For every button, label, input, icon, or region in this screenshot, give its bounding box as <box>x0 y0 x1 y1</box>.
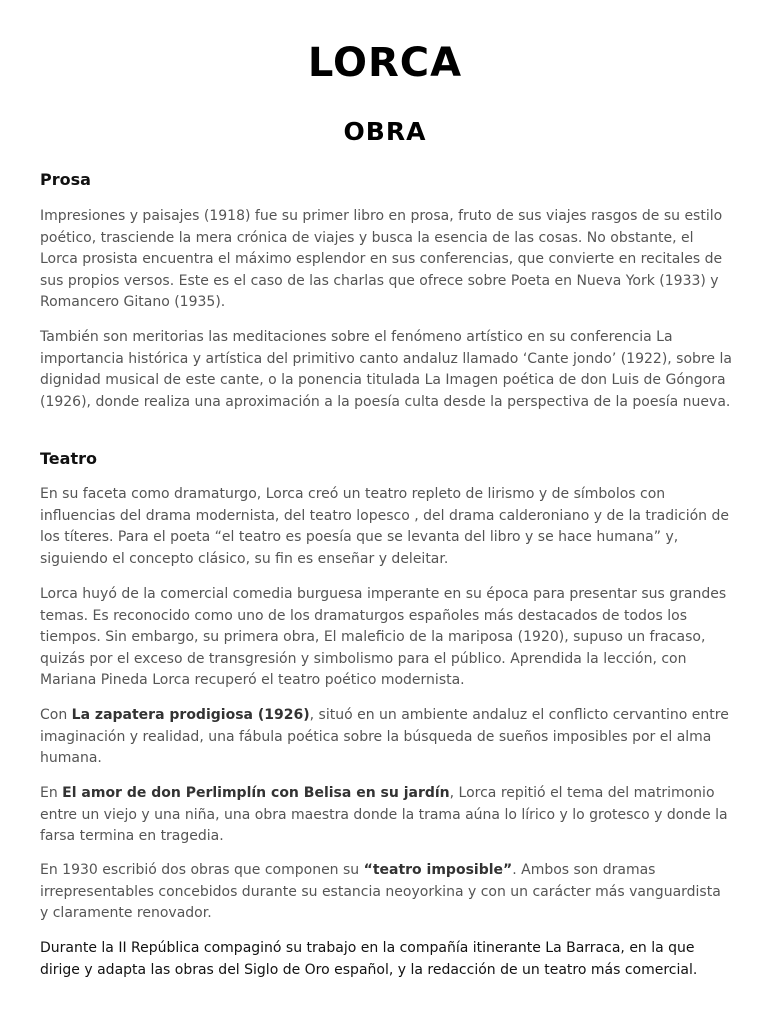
document-title: LORCA <box>307 40 463 86</box>
p3-bold-title: La zapatera prodigiosa (1926) <box>71 707 310 723</box>
teatro-paragraph-1: En su faceta como dramaturgo, Lorca creó un teatro repleto de lirismo y de símbolos con influencias del drama modernista, del teatro lopesco , del drama calderoniano y de la tradición de los títeres. Para el poeta “el teatro es poesía que se levanta del libro y se hace humana” y, siguiendo el concepto clásico, su fin es enseñar y deleitar. <box>40 486 729 567</box>
p4-text-post: , Lorca repitió el tema del matrimonio entre un viejo y una niña, una obra maestra donde la trama aúna lo lírico y lo grotesco y donde la farsa termina en tragedia. <box>40 785 728 844</box>
p3-text-post: , situó en un ambiente andaluz el conflicto cervantino entre imaginación y realidad, una fábula poética sobre la búsqueda de sueños imposibles por el alma humana. <box>40 707 729 766</box>
prosa-paragraph-1: Impresiones y paisajes (1918) fue su primer libro en prosa, fruto de sus viajes rasgos de su estilo poético, trasciende la mera crónica de viajes y busca la esencia de las cosas. No obstante, el Lorca prosista encuentra el máximo esplendor en sus conferencias, que convierte en recitales de sus propios versos. Este es el caso de las charlas que ofrece sobre Poeta en Nueva York (1933) y Romancero Gitano (1935). <box>40 208 723 310</box>
p4-text-pre: En <box>40 785 63 801</box>
teatro-paragraph-2: Lorca huyó de la comercial comedia burguesa imperante en su época para presentar sus grandes temas. Es reconocido como uno de los dramaturgos españoles más destacados de todos los tiempos. Sin embargo, su primera obra, El maleficio de la mariposa (1920), supuso un fracaso, quizás por el exceso de transgresión y simbolismo para el público. Aprendida la lección, con Mariana Pineda Lorca recuperó el teatro poético modernista. <box>40 586 727 688</box>
p3-text-pre: Con <box>40 707 72 723</box>
p5-text-post: . Ambos son dramas irrepresentables concebidos durante su estancia neoyorkina y con un carácter más vanguardista y claramente renovador. <box>40 862 721 921</box>
prosa-paragraph-2: También son meritorias las meditaciones sobre el fenómeno artístico en su conferencia La importancia histórica y artística del primitivo canto andaluz llamado ‘Cante jondo’ (1922), sobre la dignidad musical de este cante, o la ponencia titulada La Imagen poética de don Luis de Góngora (1926), donde realiza una aproximación a la poesía culta desde la perspectiva de la poesía nueva. <box>40 329 732 410</box>
section-heading-prosa: Prosa <box>40 170 91 189</box>
p4-bold-title: El amor de don Perlimplín con Belisa en su jardín <box>62 785 450 801</box>
p5-bold-title: “teatro imposible” <box>363 862 513 878</box>
teatro-paragraph-3 <box>40 705 732 770</box>
document-subtitle: OBRA <box>343 117 427 146</box>
teatro-paragraph-4 <box>40 783 732 848</box>
p5-text-pre: En 1930 escribió dos obras que componen su <box>40 862 364 878</box>
teatro-paragraph-5 <box>40 860 732 925</box>
teatro-paragraph-6: Durante la II República compaginó su trabajo en la compañía itinerante La Barraca, en la que dirige y adapta las obras del Siglo de Oro español, y la redacción de un teatro más comercial. <box>40 940 698 978</box>
section-heading-teatro: Teatro <box>40 449 97 468</box>
